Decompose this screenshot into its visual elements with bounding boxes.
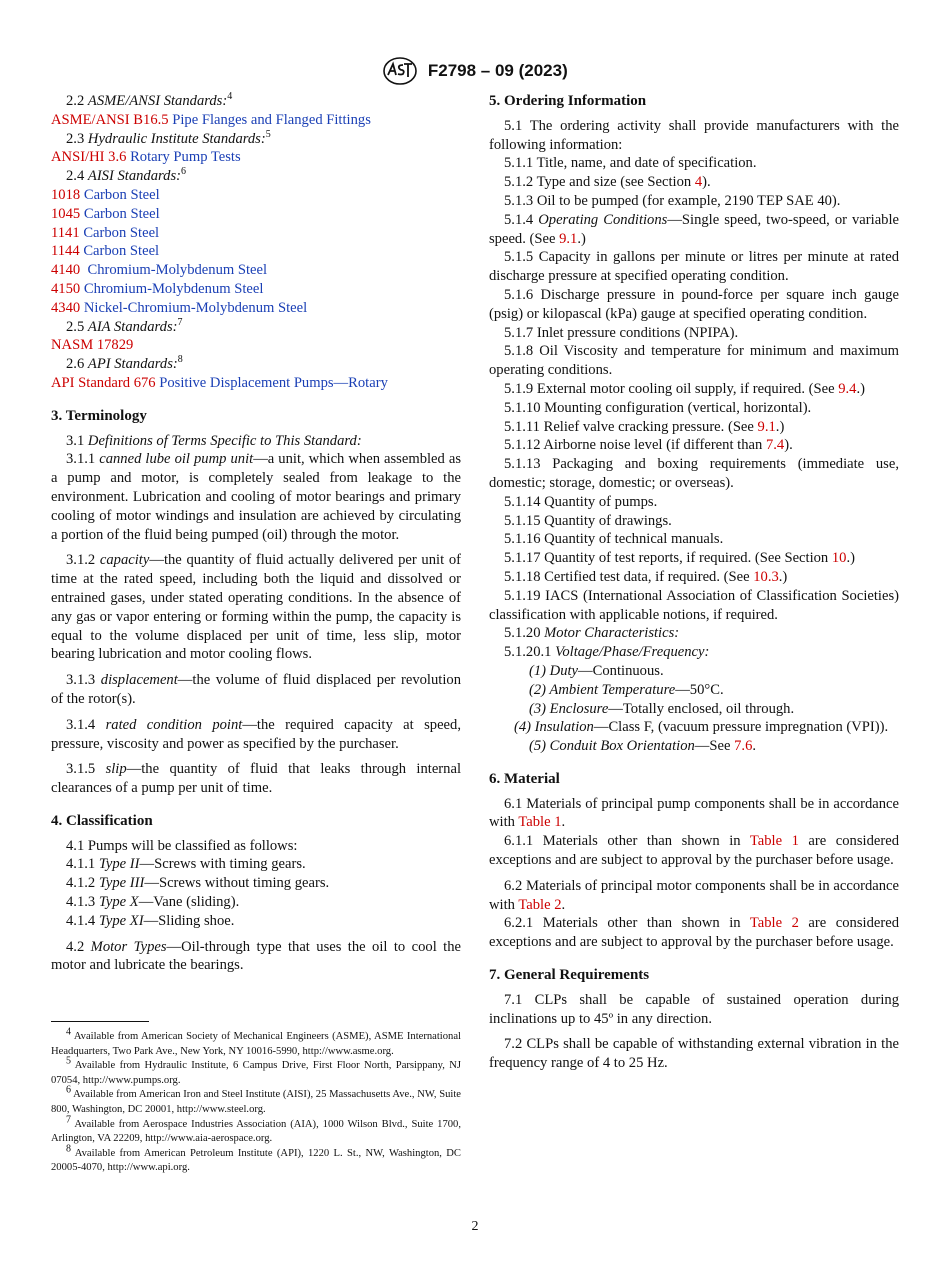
- cross-ref-link[interactable]: 9.1: [757, 418, 776, 435]
- section-3-1: 3.1 Definitions of Terms Specific to This Standard:: [66, 432, 362, 449]
- order-item: 5.1.18 Certified test data, if required. (See 10.3.): [504, 568, 788, 585]
- ref-aisi[interactable]: 1045 Carbon Steel: [51, 205, 160, 222]
- astm-logo-icon: [382, 56, 418, 86]
- heading-general-requirements: 7. General Requirements: [489, 967, 650, 984]
- footnote: $^5$ Available from Hydraulic Institute, 6 Campus Drive, First Floor North, Parsippany, NJ 07054, http://www.pumps.org.: [51, 1055, 461, 1086]
- table-ref-link[interactable]: Table 1: [518, 814, 562, 831]
- ref-aisi[interactable]: 1018 Carbon Steel: [51, 186, 160, 203]
- left-column: [51, 92, 461, 975]
- order-item: 5.1.14 Quantity of pumps.: [504, 493, 658, 510]
- order-item: 5.1.4 Operating Conditions—Single speed, two-speed, or variable speed. (See 9.1.): [489, 211, 900, 247]
- definition: 3.1.1 canned lube oil pump unit—a unit, which when assembled as a pump and motor, is completely sealed from leakage to the environment. Lubrication and cooling of motor bearings and primary cooling of motor windings and insulation are achieved by circulating a portion of the fluid being pumped (oil) through the motor.: [51, 451, 462, 543]
- order-item: 5.1.19 IACS (International Association of Classification Societies) classification with applicable notions, if required.: [489, 587, 899, 623]
- order-item: 5.1.20.1 Voltage/Phase/Frequency:: [504, 644, 710, 661]
- cross-ref-link[interactable]: 9.1: [559, 230, 578, 247]
- motor-characteristic: (2) Ambient Temperature—50°C.: [529, 681, 724, 698]
- section-2-6: 2.6 API Standards:$^8$: [66, 354, 183, 373]
- material-item: 6.1.1 Materials other than shown in Table 1 are considered exceptions and are subject to approval by the purchaser before usage.: [489, 833, 899, 869]
- ref-aisi[interactable]: 1144 Carbon Steel: [51, 243, 160, 260]
- order-item: 5.1.12 Airborne noise level (if different than 7.4).: [504, 437, 793, 454]
- pump-type: 4.1.3 Type X—Vane (sliding).: [66, 894, 240, 911]
- definition: 3.1.2 capacity—the quantity of fluid actually delivered per unit of time at the rated speed, including both the liquid and dissolved or entrained gases, under stated operating conditions. In the absence of any gas or vapor entering or forming within the pump, the capacity is equal to the volume displaced per unit of time, less slip, motor bearing lubrication and motor cooling flows.: [51, 552, 461, 663]
- heading-classification: 4. Classification: [51, 812, 153, 829]
- requirement-item: 7.1 CLPs shall be capable of sustained operation during inclinations up to 45º in any direction.: [489, 991, 899, 1027]
- footnote: $^4$ Available from American Society of Mechanical Engineers (ASME), ASME International Headquarters, Two Park Ave., New York, NY 10016-5990, http://www.asme.org.: [51, 1026, 461, 1057]
- pump-type: 4.1.2 Type III—Screws without timing gears.: [66, 875, 330, 892]
- definition: 3.1.3 displacement—the volume of fluid displaced per revolution of the rotor(s).: [51, 672, 461, 707]
- footnote: $^6$ Available from American Iron and Steel Institute (AISI), 25 Massachusetts Ave., NW, Suite 800, Washington, DC 20001, http://www.steel.org.: [51, 1084, 461, 1115]
- section-2-5: 2.5 AIA Standards:$^7$: [66, 316, 183, 335]
- motor-characteristic: (3) Enclosure—Totally enclosed, oil through.: [529, 700, 795, 717]
- section-5-1: 5.1 The ordering activity shall provide manufacturers with the following information:: [489, 117, 899, 153]
- cross-ref-link[interactable]: 4: [694, 174, 703, 191]
- order-item: 5.1.9 External motor cooling oil supply, if required. (See 9.4.): [504, 380, 865, 397]
- section-2-3: 2.3 Hydraulic Institute Standards:$^5$: [66, 128, 271, 147]
- table-ref-link[interactable]: Table 1: [749, 833, 799, 850]
- ref-aisi[interactable]: 4140 Chromium-Molybdenum Steel: [51, 262, 268, 279]
- ref-api-676[interactable]: API Standard 676 Positive Displacement Pumps—Rotary: [51, 374, 388, 391]
- material-item: 6.2 Materials of principal motor components shall be in accordance with Table 2.: [489, 877, 899, 913]
- order-item: 5.1.10 Mounting configuration (vertical, horizontal).: [504, 399, 812, 416]
- footnote-divider: [51, 1021, 149, 1022]
- section-4-2: 4.2 Motor Types—Oil-through type that uses the oil to cool the motor and lubricate the bearings.: [51, 938, 461, 974]
- requirement-item: 7.2 CLPs shall be capable of withstanding external vibration in the frequency range of 4 to 25 Hz.: [489, 1036, 899, 1072]
- order-item: 5.1.16 Quantity of technical manuals.: [504, 531, 724, 548]
- section-2-2: 2.2 ASME/ANSI Standards:$^4$: [66, 91, 233, 109]
- ref-aisi[interactable]: 4340 Nickel-Chromium-Molybdenum Steel: [51, 299, 308, 316]
- order-item: 5.1.13 Packaging and boxing requirements (immediate use, domestic; storage, domestic; or overseas).: [489, 456, 899, 491]
- table-ref-link[interactable]: Table 2: [749, 915, 799, 932]
- ref-asme-b16-5[interactable]: ASME/ANSI B16.5 Pipe Flanges and Flanged Fittings: [51, 111, 371, 128]
- cross-ref-link[interactable]: 10.3: [753, 568, 779, 585]
- footnotes: [51, 1026, 461, 1176]
- footnote: $^7$ Available from Aerospace Industries Association (AIA), 1000 Wilson Blvd., Suite 1700, Arlington, VA 22209, http://www.aia-aerospace.org.: [51, 1114, 461, 1145]
- table-ref-link[interactable]: Table 2: [518, 896, 562, 913]
- section-4-1: 4.1 Pumps will be classified as follows:: [66, 837, 298, 854]
- ref-nasm[interactable]: NASM 17829: [51, 337, 134, 354]
- order-item: 5.1.15 Quantity of drawings.: [504, 512, 672, 529]
- page-number: 2: [471, 1219, 479, 1234]
- document-code: F2798 – 09 (2023): [427, 61, 568, 80]
- order-item: 5.1.17 Quantity of test reports, if required. (See Section 10.): [504, 550, 855, 567]
- footnote: $^8$ Available from American Petroleum Institute (API), 1220 L. St., NW, Washington, DC 20005-4070, http://www.api.org.: [51, 1143, 461, 1174]
- section-2-4: 2.4 AISI Standards:$^6$: [66, 166, 186, 185]
- order-item: 5.1.5 Capacity in gallons per minute or litres per minute at rated discharge pressure at specified operating condition.: [489, 249, 899, 285]
- motor-characteristic: (4) Insulation—Class F, (vacuum pressure impregnation (VPI)).: [514, 719, 889, 736]
- pump-type: 4.1.1 Type II—Screws with timing gears.: [66, 856, 306, 873]
- motor-characteristic: (1) Duty—Continuous.: [529, 662, 664, 679]
- order-item: 5.1.20 Motor Characteristics:: [504, 625, 680, 642]
- order-item: 5.1.6 Discharge pressure in pound-force per square inch gauge (psig) or kilopascal (kPa) gauge at specified operating condition.: [489, 286, 899, 322]
- order-item: 5.1.7 Inlet pressure conditions (NPIPA).: [504, 324, 739, 341]
- definition: 3.1.4 rated condition point—the required capacity at speed, pressure, viscosity and power as specified by the purchaser.: [51, 716, 461, 752]
- pump-type: 4.1.4 Type XI—Sliding shoe.: [66, 912, 235, 929]
- page-header: [0, 56, 950, 86]
- heading-terminology: 3. Terminology: [51, 407, 147, 424]
- cross-ref-link[interactable]: 7.4: [765, 437, 785, 454]
- motor-characteristic: (5) Conduit Box Orientation—See 7.6.: [529, 738, 757, 755]
- cross-ref-link[interactable]: 7.6: [734, 738, 753, 755]
- order-item: 5.1.1 Title, name, and date of specification.: [504, 155, 757, 172]
- ref-aisi[interactable]: 4150 Chromium-Molybdenum Steel: [51, 280, 264, 297]
- order-item: 5.1.11 Relief valve cracking pressure. (See 9.1.): [504, 418, 785, 435]
- heading-material: 6. Material: [489, 770, 560, 787]
- order-item: 5.1.3 Oil to be pumped (for example, 2190 TEP SAE 40).: [504, 192, 841, 209]
- ref-aisi[interactable]: 1141 Carbon Steel: [51, 224, 160, 241]
- definition: 3.1.5 slip—the quantity of fluid that leaks through internal clearances of a pump per unit of time.: [51, 761, 461, 797]
- cross-ref-link[interactable]: 9.4: [838, 380, 857, 397]
- material-item: 6.2.1 Materials other than shown in Table 2 are considered exceptions and are subject to approval by the purchaser before usage.: [489, 915, 899, 951]
- heading-ordering-information: 5. Ordering Information: [489, 93, 647, 109]
- order-item: 5.1.2 Type and size (see Section 4).: [504, 174, 711, 191]
- cross-ref-link[interactable]: 10: [831, 550, 847, 567]
- ref-ansi-hi-3-6[interactable]: ANSI/HI 3.6 Rotary Pump Tests: [51, 149, 241, 166]
- right-column: [489, 92, 899, 1073]
- material-item: 6.1 Materials of principal pump components shall be in accordance with Table 1.: [489, 795, 899, 831]
- order-item: 5.1.8 Oil Viscosity and temperature for minimum and maximum operating conditions.: [489, 343, 899, 379]
